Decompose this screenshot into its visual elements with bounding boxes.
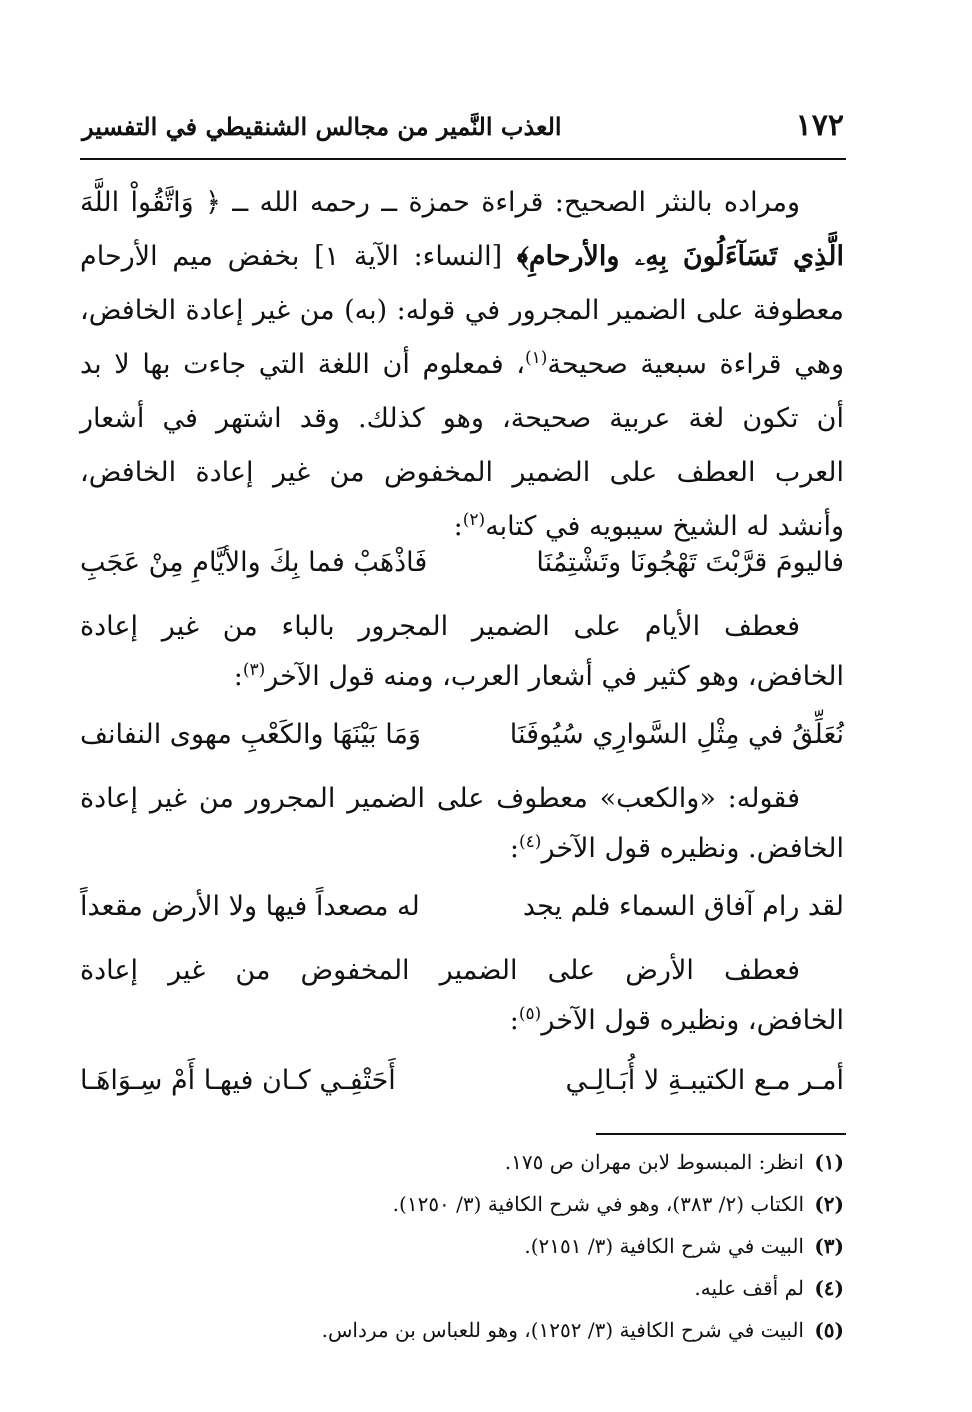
verse-first-hemistich: فاليومَ قرَّبْتَ تَهْجُونَا وتَشْتِمُنَا bbox=[536, 547, 844, 578]
text-line: وأنشد له الشيخ سيبويه في كتابه$^{(٢)}$: bbox=[453, 510, 844, 542]
footnote-number: (٢) bbox=[814, 1192, 844, 1216]
text-line: ومراده بالنثر الصحيح: قراءة حمزة ــ رحمه الله ــ ﴿ وَاتَّقُواْ اللَّهَ bbox=[80, 187, 800, 218]
verse-second-hemistich: أَحَتْفِـي كـان فيهـا أَمْ سِـوَاهَـا bbox=[80, 1065, 396, 1096]
text-line: وهي قراءة سبعية صحيحة$^{(١)}$، فمعلوم أن اللغة التي جاءت بها لا بد bbox=[80, 348, 844, 380]
text-line: الخافض، ونظيره قول الآخر$^{(٥)}$: bbox=[509, 1004, 844, 1036]
text-line: الخافض. ونظيره قول الآخر$^{(٤)}$: bbox=[509, 832, 844, 864]
verse-first-hemistich: نُعَلِّقُ في مِثْلِ السَّوارِي سُيُوفَنَا bbox=[509, 719, 844, 750]
footnote-number: (٤) bbox=[814, 1276, 844, 1300]
poetry-verse bbox=[80, 708, 844, 762]
footnote-text: البيت في شرح الكافية (٣/ ١٢٥٢)، وهو للعباس بن مرداس. bbox=[321, 1318, 804, 1342]
poetry-verse bbox=[80, 880, 844, 934]
verse-second-hemistich: فَاذْهَبْ فما بِكَ والأيَّامِ مِنْ عَجَبِ bbox=[80, 547, 428, 578]
footnote-number: (٥) bbox=[814, 1318, 844, 1342]
footnote-item bbox=[80, 1142, 844, 1182]
text-line: الَّذِي تَسَآءَلُونَ بِهِۦ والأرحامِ﴾ [النساء: الآية ١] بخفض ميم الأرحام bbox=[80, 241, 844, 272]
text-line: أن تكون لغة عربية صحيحة، وهو كذلك. وقد اشتهر في أشعار bbox=[80, 403, 844, 434]
verse-first-hemistich: لقد رام آفاق السماء فلم يجد bbox=[522, 891, 844, 922]
footnote-item bbox=[80, 1184, 844, 1224]
quran-quote: الَّذِي تَسَآءَلُونَ بِهِۦ والأرحامِ﴾ bbox=[516, 241, 844, 272]
footnote-ref: (٥) bbox=[518, 1004, 542, 1024]
text-line: فعطف الأرض على الضمير المخفوض من غير إعادة bbox=[80, 955, 800, 986]
poetry-verse bbox=[80, 536, 844, 590]
footnote-ref: (١) bbox=[524, 348, 548, 368]
footnote-ref: (٣) bbox=[242, 660, 266, 680]
footnote-ref: (٤) bbox=[519, 832, 542, 852]
verse-second-hemistich: له مصعداً فيها ولا الأرض مقعداً bbox=[80, 891, 420, 922]
poetry-verse bbox=[80, 1054, 844, 1108]
text-line: معطوفة على الضمير المجرور في قوله: (به) من غير إعادة الخافض، bbox=[80, 295, 844, 326]
footnote-text: لم أقف عليه. bbox=[694, 1276, 804, 1300]
footnote-item bbox=[80, 1226, 844, 1266]
text-line: فقوله: «والكعب» معطوف على الضمير المجرور من غير إعادة bbox=[80, 783, 800, 814]
header-rule bbox=[80, 158, 846, 160]
footnote-item bbox=[80, 1310, 844, 1350]
footnote-number: (٣) bbox=[814, 1234, 844, 1258]
running-title: العذب النَّمير من مجالس الشنقيطي في التفسير bbox=[82, 112, 562, 141]
text-line: العرب العطف على الضمير المخفوض من غير إعادة الخافض، bbox=[80, 457, 844, 488]
verse-second-hemistich: وَمَا بَيْنَهَا والكَعْبِ مهوى النفانف bbox=[80, 719, 421, 750]
page-header bbox=[82, 108, 844, 154]
footnote-text: الكتاب (٢/ ٣٨٣)، وهو في شرح الكافية (٣/ ١٢٥٠). bbox=[392, 1192, 804, 1216]
text-line: الخافض، وهو كثير في أشعار العرب، ومنه قول الآخر$^{(٣)}$: bbox=[233, 660, 844, 692]
footnote-separator bbox=[596, 1133, 846, 1135]
page-number: ١٧٢ bbox=[795, 108, 844, 143]
footnote-text: انظر: المبسوط لابن مهران ص ١٧٥. bbox=[504, 1150, 804, 1174]
verse-first-hemistich: أمـر مـع الكتيبـةِ لا أُبَـالِـي bbox=[565, 1065, 844, 1096]
footnote-number: (١) bbox=[814, 1150, 844, 1174]
footnote-text: البيت في شرح الكافية (٣/ ٢١٥١). bbox=[524, 1234, 804, 1258]
footnote-item bbox=[80, 1268, 844, 1308]
text-line: فعطف الأيام على الضمير المجرور بالباء من غير إعادة bbox=[80, 611, 800, 642]
footnote-ref: (٢) bbox=[462, 510, 486, 530]
